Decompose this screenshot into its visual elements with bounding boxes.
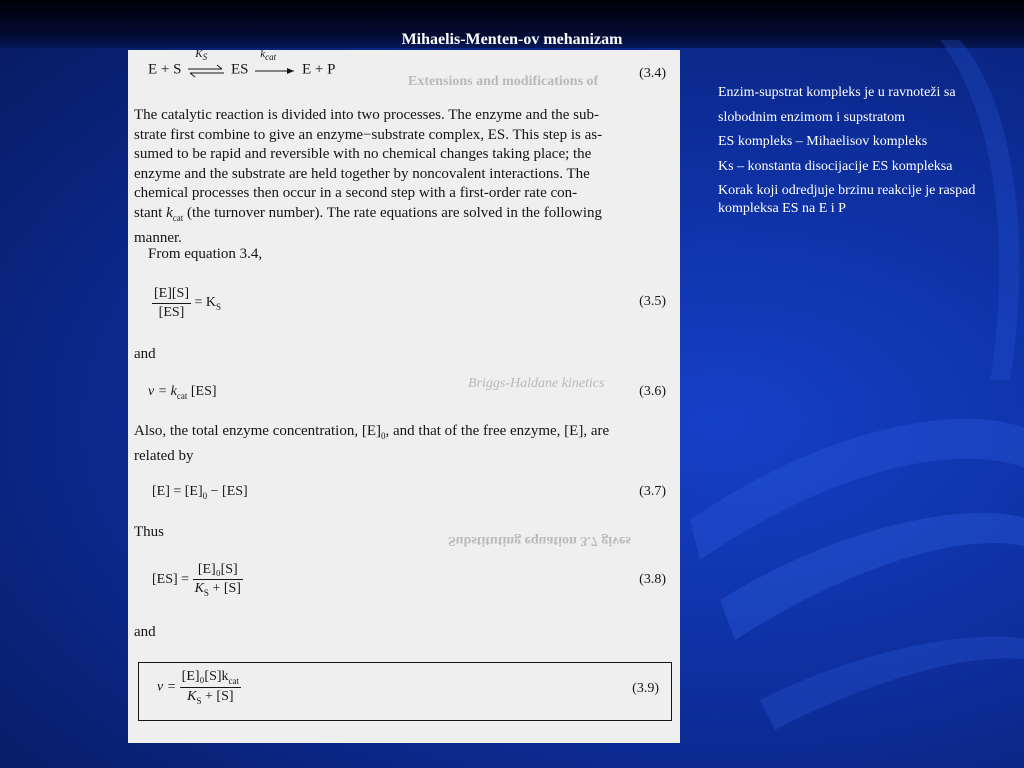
paragraph-line: related by: [134, 447, 194, 464]
bullet-list: [718, 84, 998, 225]
paragraph-line: sumed to be rapid and reversible with no chemical changes taking place; the: [134, 146, 592, 163]
paragraph-line: stant $k_{cat}$ (the turnover number). The rate equations are solved in the following: [134, 204, 603, 223]
scanned-document: [128, 50, 680, 743]
paragraph-catalytic-reaction: [134, 106, 664, 248]
equation-3-9-box: [138, 662, 672, 721]
paragraph-total-enzyme: [134, 422, 664, 466]
from-equation-text: From equation 3.4,: [148, 246, 263, 262]
paragraph-line: strate first combine to give an enzyme−substrate complex, ES. This step is as-: [134, 126, 603, 143]
and-text: and: [134, 346, 156, 362]
thus-text: Thus: [134, 524, 164, 540]
bullet-item: Ks – konstanta disocijacije ES kompleksa: [718, 158, 953, 174]
paragraph-line: chemical processes then occur in a second step with a first-order rate con-: [134, 185, 578, 202]
equation-number-3-7: (3.7): [639, 484, 666, 499]
equation-3-7: $[E] = [E]_0 - [ES]$: [152, 484, 248, 501]
equation-number-3-9: (3.9): [632, 681, 659, 696]
paragraph-line: enzyme and the substrate are held together by noncovalent interactions. The: [134, 165, 590, 182]
bleed-through-text: Briggs-Haldane kinetics: [468, 376, 605, 391]
equation-number-3-8: (3.8): [639, 572, 666, 587]
equation-3-4: E + S $K_S$ ES $k_{cat}$ E + P: [148, 50, 336, 78]
slide-title: Mihaelis-Menten-ov mehanizam: [401, 31, 623, 48]
paragraph-line: manner.: [134, 229, 182, 246]
equation-3-6: $v = k_{cat}$ [ES]: [148, 384, 217, 401]
bullet-item: Enzim-supstrat kompleks je u ravnoteži sa: [718, 85, 956, 100]
equation-3-5: $\frac{[E][S]}{[ES]}$ = $K_S$: [154, 286, 222, 320]
equation-number-3-4: (3.4): [639, 66, 666, 81]
and-text: and: [134, 624, 156, 640]
bleed-through-text-mirrored: Substituting equation 3.7 gives: [448, 533, 631, 548]
equation-number-3-5: (3.5): [639, 294, 666, 309]
paragraph-line: Also, the total enzyme concentration, $[E]_0$, and that of the free enzyme, [E], are: [134, 423, 610, 441]
bullet-item: Korak koji odredjuje brzinu reakcije je raspad kompleksa ES na E i P: [718, 183, 976, 216]
equation-3-8: [ES] = $\frac{\text{[E]₀[S]}}{K_S + [S]}$: [152, 562, 241, 598]
bullet-item: slobodnim enzimom i supstratom: [718, 109, 906, 125]
bullet-item: ES kompleks – Mihaelisov kompleks: [718, 134, 928, 150]
equation-number-3-6: (3.6): [639, 384, 666, 399]
paragraph-line: The catalytic reaction is divided into two processes. The enzyme and the sub-: [134, 107, 599, 123]
equation-3-9: v = $\frac{[E]_0[S]k_{cat}}{K_S + [S]}$: [157, 669, 240, 706]
bleed-through-heading: Extensions and modifications of: [408, 74, 599, 89]
